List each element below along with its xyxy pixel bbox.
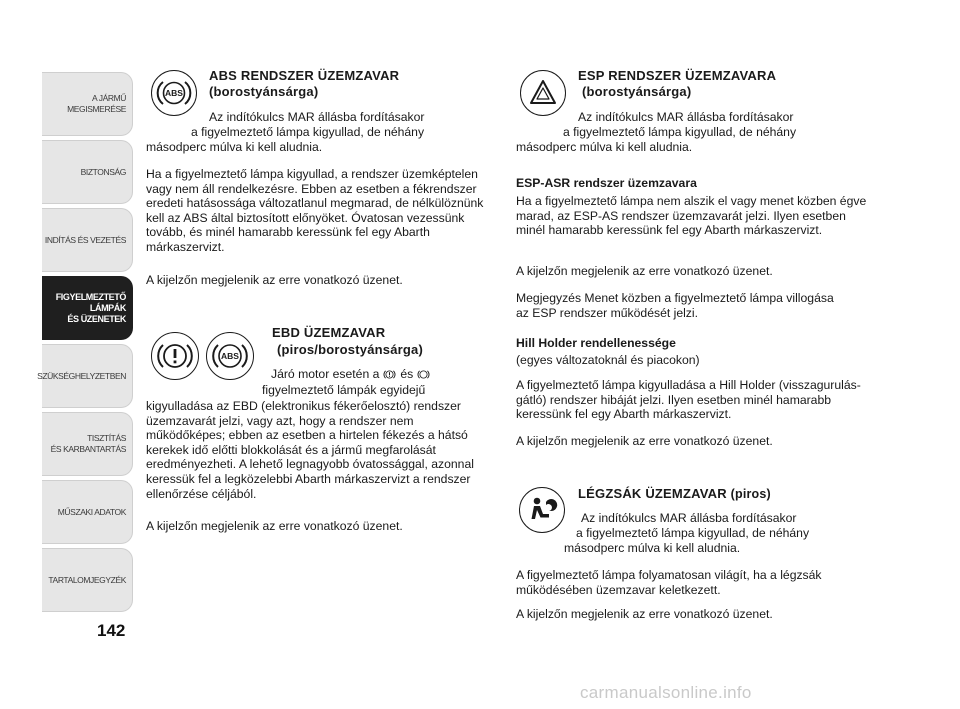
ebd-body-paragraph: kigyulladása az EBD (elektronikus fékerőelosztó) rendszer üzemzavarát jelzi, vagy azt, hogy a rendszer nem működőképes; ebben az esetben a hirtelen fékezés a hátsó kerekek idő előtti blokkolását és a jármű megfarolását eredményezheti. A lehető legnagyobb óvatossággal, azonnal keressük fel a legközelebbi Abarth márkaszervizt a rendszer ellenőrzése céljából.: [146, 399, 474, 501]
page-number: 142: [97, 621, 126, 640]
ebd-intro-text-b: és: [400, 367, 414, 381]
airbag-title-color: (piros): [730, 487, 771, 501]
ebd-title: EBD ÜZEMZAVAR: [272, 325, 386, 340]
abs-warning-icon-secondary: [206, 332, 254, 380]
ebd-display-message: A kijelzőn megjelenik az erre vonatkozó üzenet.: [146, 519, 403, 533]
watermark: carmanualsonline.info: [580, 683, 752, 702]
ebd-intro-text-a: Járó motor esetén a: [271, 367, 380, 381]
brake-warning-icon: [151, 332, 199, 380]
esp-asr-heading: ESP-ASR rendszer üzemzavara: [516, 176, 697, 190]
esp-intro-line1: Az indítókulcs MAR állásba fordításakor: [578, 110, 794, 124]
abs-intro-line1: Az indítókulcs MAR állásba fordításakor: [209, 110, 425, 124]
hill-holder-paragraph: A figyelmeztető lámpa kigyulladása a Hill Holder (visszagurulás-gátló) rendszer hibáját jelzi. Ilyen esetben minél hamarabb keressünk fel egy Abarth márkaszervizt.: [516, 378, 861, 422]
tab-maintenance[interactable]: TISZTÍTÁS ÉS KARBANTARTÁS: [42, 412, 133, 476]
esp-warning-icon: [520, 70, 566, 116]
hill-holder-subheading: (egyes változatoknál és piacokon): [516, 353, 700, 367]
esp-asr-paragraph: Ha a figyelmeztető lámpa nem alszik el vagy menet közben égve marad, az ESP-AS rendszer üzemzavarát jelzi. Ilyen esetben minél hamarabb keressünk fel egy Abarth márkaszervizt.: [516, 194, 867, 238]
hill-holder-heading: Hill Holder rendellenessége: [516, 336, 676, 350]
ebd-abs-icon-text: ABS: [221, 351, 239, 362]
esp-subtitle: (borostyánsárga): [582, 84, 692, 99]
airbag-body-paragraph: A figyelmeztető lámpa folyamatosan világít, ha a légzsák működésében üzemzavar keletkezett.: [516, 568, 822, 597]
esp-note: Megjegyzés Menet közben a figyelmeztető lámpa villogása az ESP rendszer működését jelzi.: [516, 291, 834, 320]
ebd-intro-line2: figyelmeztető lámpák egyidejű: [262, 383, 426, 397]
esp-title: ESP RENDSZER ÜZEMZAVARA: [578, 68, 777, 83]
abs-icon-text: ABS: [165, 88, 183, 99]
airbag-intro-line2: a figyelmeztető lámpa kigyullad, de néhány: [576, 526, 810, 540]
tab-vehicle-overview[interactable]: A JÁRMŰ MEGISMERÉSE: [42, 72, 133, 136]
airbag-warning-icon: [519, 487, 565, 533]
ebd-intro-line1: [271, 367, 430, 382]
brake-inline-icon: [383, 368, 396, 381]
abs-inline-icon: [417, 368, 430, 381]
tab-emergency[interactable]: SZÜKSÉGHELYZETBEN: [42, 344, 133, 408]
tab-technical-data[interactable]: MŰSZAKI ADATOK: [42, 480, 133, 544]
airbag-display-message: A kijelzőn megjelenik az erre vonatkozó üzenet.: [516, 607, 773, 621]
abs-display-message: A kijelzőn megjelenik az erre vonatkozó üzenet.: [146, 273, 403, 287]
hill-holder-display-message: A kijelzőn megjelenik az erre vonatkozó üzenet.: [516, 434, 773, 448]
abs-title: ABS RENDSZER ÜZEMZAVAR: [209, 68, 400, 83]
airbag-title: LÉGZSÁK ÜZEMZAVAR: [578, 486, 727, 501]
abs-body-paragraph: Ha a figyelmeztető lámpa kigyullad, a rendszer üzemképtelen vagy nem áll rendelkezésre. Ebben az esetben a fékrendszer eredeti hatásossága változatlanul megmarad, de nélkülöznünk kell az ABS által biztosított előnyöket. Óvatosan vezessünk tovább, és minél hamarabb keressünk fel egy Abarth márkaszervizt.: [146, 167, 484, 254]
abs-intro-line3: másodperc múlva ki kell aludnia.: [146, 140, 323, 154]
esp-asr-display-message: A kijelzőn megjelenik az erre vonatkozó üzenet.: [516, 264, 773, 278]
esp-intro-line3: másodperc múlva ki kell aludnia.: [516, 140, 693, 154]
tab-warning-lights[interactable]: FIGYELMEZTETŐ LÁMPÁK ÉS ÜZENETEK: [42, 276, 133, 340]
ebd-subtitle: (piros/borostyánsárga): [277, 342, 423, 357]
esp-intro-line2: a figyelmeztető lámpa kigyullad, de néhány: [563, 125, 797, 139]
airbag-intro-line1: Az indítókulcs MAR állásba fordításakor: [581, 511, 797, 525]
airbag-intro-line3: másodperc múlva ki kell aludnia.: [564, 541, 741, 555]
abs-subtitle: (borostyánsárga): [209, 84, 319, 99]
tab-safety[interactable]: BIZTONSÁG: [42, 140, 133, 204]
tab-index[interactable]: TARTALOMJEGYZÉK: [42, 548, 133, 612]
tab-starting-driving[interactable]: INDÍTÁS ÉS VEZETÉS: [42, 208, 133, 272]
abs-warning-icon: [151, 70, 197, 116]
abs-intro-line2: a figyelmeztető lámpa kigyullad, de néhány: [191, 125, 425, 139]
airbag-title-line: [578, 486, 771, 502]
